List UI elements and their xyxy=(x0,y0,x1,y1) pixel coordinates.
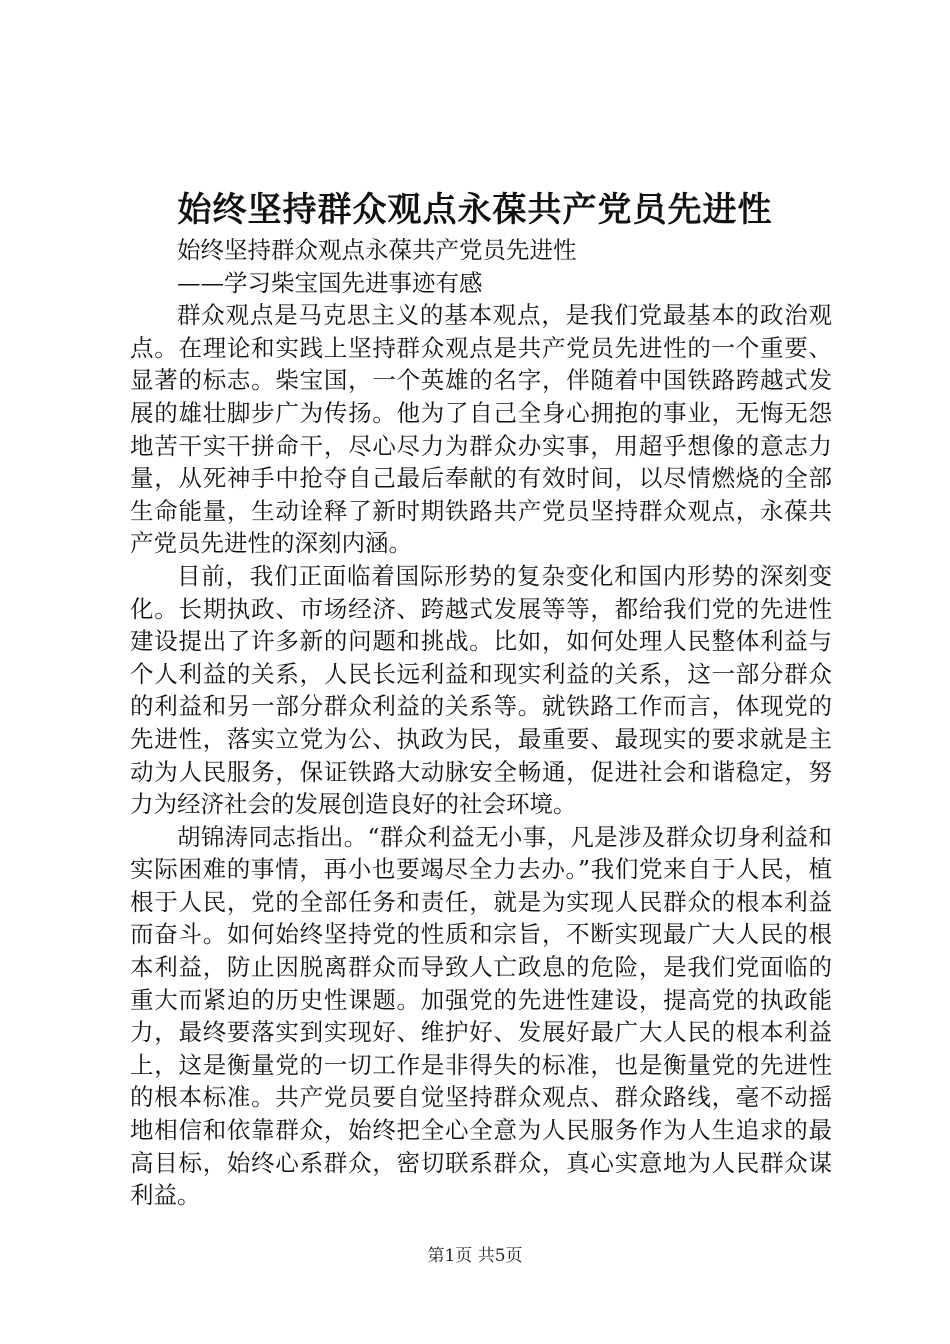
subtitle-line-2: ——学习柴宝国先进事迹有感 xyxy=(177,268,483,297)
document-body xyxy=(130,234,832,1212)
document-title: 始终坚持群众观点永葆共产党员先进性 xyxy=(177,190,773,230)
page-number-footer: 第1页 共5页 xyxy=(427,1246,523,1266)
paragraph-2: 目前，我们正面临着国际形势的复杂变化和国内形势的深刻变化。长期执政、市场经济、跨越式发展等等，都给我们党的先进性建设提出了许多新的问题和挑战。比如，如何处理人民整体利益与个人利益的关系，人民长远利益和现实利益的关系，这一部分群众的利益和另一部分群众利益的关系等。就铁路工作而言，体现党的先进性，落实立党为公、执政为民，最重要、最现实的要求就是主动为人民服务，保证铁路大动脉安全畅通，促进社会和谐稳定，努力为经济社会的发展创造良好的社会环境。 xyxy=(130,561,832,819)
paragraph-3: 胡锦涛同志指出。“群众利益无小事，凡是涉及群众切身利益和实际困难的事情，再小也要竭尽全力去办。”我们党来自于人民，植根于人民，党的全部任务和责任，就是为实现人民群众的根本利益而奋斗。如何始终坚持党的性质和宗旨，不断实现最广大人民的根本利益，防止因脱离群众而导致人亡政息的危险，是我们党面临的重大而紧迫的历史性课题。加强党的先进性建设，提高党的执政能力，最终要落实到实现好、维护好、发展好最广大人民的根本利益上，这是衡量党的一切工作是非得失的标准，也是衡量党的先进性的根本标准。共产党员要自觉坚持群众观点、群众路线，毫不动摇地相信和依靠群众，始终把全心全意为人民服务作为人生追求的最高目标，始终心系群众，密切联系群众，真心实意地为人民群众谋利益。 xyxy=(130,822,832,1210)
paragraph-1: 群众观点是马克思主义的基本观点，是我们党最基本的政治观点。在理论和实践上坚持群众观点是共产党员先进性的一个重要、显著的标志。柴宝国，一个英雄的名字，伴随着中国铁路跨越式发展的雄壮脚步广为传扬。他为了自己全身心拥抱的事业，无悔无怨地苦干实干拼命干，尽心尽力为群众办实事，用超乎想像的意志力量，从死神手中抢夺自己最后奉献的有效时间，以尽情燃烧的全部生命能量，生动诠释了新时期铁路共产党员坚持群众观点，永葆共产党员先进性的深刻内涵。 xyxy=(130,301,832,558)
subtitle-line-1: 始终坚持群众观点永葆共产党员先进性 xyxy=(177,236,577,264)
